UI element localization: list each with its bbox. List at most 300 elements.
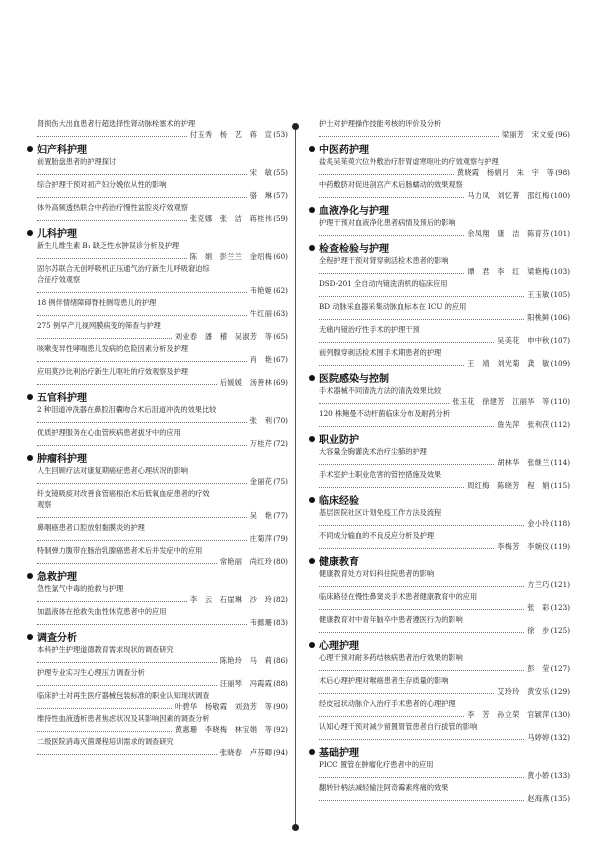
dot-leader [319,670,524,671]
toc-section [308,553,570,636]
toc-entry [308,782,570,804]
dot-leader [319,342,494,343]
entry-byline [308,419,570,430]
dot-leader [319,197,464,198]
entry-byline [26,724,288,735]
entry-authors: 方兰巧 [527,580,550,589]
dot-leader [319,464,494,465]
entry-authors: 王玉敏 [527,290,550,299]
entry-byline [308,335,570,346]
toc-entry [26,156,288,178]
entry-authors: 金小玲 [527,519,550,528]
toc-section [26,141,288,224]
entry-byline [26,438,288,449]
entry-authors: 王 靖 刘光菊 龚 敏 [467,359,550,368]
toc-entry [308,591,570,613]
toc-entry [26,179,288,201]
entry-page-number: (57) [273,191,288,200]
dot-leader [37,563,217,564]
dot-leader [319,273,464,274]
entry-byline [308,358,570,369]
entry-byline [26,556,288,567]
section-heading [26,389,288,404]
dot-leader [319,525,524,526]
entry-title: 护理专业实习生心理压力调查分析 [37,668,145,677]
toc-entry [26,667,288,689]
entry-byline [26,308,288,319]
entry-title: 翻转针柄法减轻输注阿奇霉素疼痛的效果 [319,783,449,792]
dot-leader [37,292,247,293]
dot-leader [37,601,187,602]
entry-page-number: (70) [273,416,288,425]
entry-title: 本科护生护理道德教育需求现状的调查研究 [37,645,174,654]
entry-authors: 金丽花 [249,477,273,486]
entry-page-number: (118) [550,519,570,528]
toc-entry [308,385,570,407]
entry-byline [308,663,570,674]
entry-page-number: (101) [550,229,570,238]
toc-entry [308,278,570,300]
entry-authors: 阳桃鲜 [527,313,550,322]
entry-page-number: (77) [273,511,288,520]
toc-entry [308,255,570,277]
dot-leader [319,716,464,717]
entry-byline [308,228,570,239]
entry-page-number: (106) [550,313,570,322]
entry-authors: 张克娜 张 洁 蒋桂伟 [189,214,273,223]
section-heading-text: 调查分析 [37,633,77,644]
bullet-icon [309,642,315,648]
dot-leader [319,426,494,427]
entry-page-number: (110) [550,397,570,406]
entry-title: 健康教育处方对妇科住院患者的影响 [319,569,435,578]
entry-title: 前置胎盘患者的护理探讨 [37,157,117,166]
entry-title: 前列腺穿刺活检术围手术期患者的护理 [319,348,442,357]
section-heading-text: 五官科护理 [37,393,87,404]
entry-title: 特制弹力腹带在肠治乳腺癌患者术后并发症中的应用 [37,546,203,555]
dot-leader [319,319,524,320]
toc-entry [308,301,570,323]
entry-byline [308,457,570,468]
dot-leader [37,220,187,221]
section-heading [308,370,570,385]
dot-leader [37,731,172,732]
entry-title: 大容量全胸灌洗术治疗尘肺的护理 [319,447,427,456]
toc-entry [308,347,570,369]
entry-title: 临床护士对再生医疗器械包装标准的职业认知现状调查 [37,691,210,700]
toc-entry [26,240,288,262]
entry-authors: 黄小娇 [527,771,550,780]
toc-section [308,637,570,743]
toc-entry [26,713,288,735]
dot-leader [319,632,524,633]
section-heading-text: 妇产科护理 [37,145,87,156]
bullet-icon [27,394,33,400]
toc-entry [308,217,570,239]
section-heading [308,492,570,507]
toc-section [308,141,570,201]
entry-byline [308,625,570,636]
entry-byline [308,518,570,529]
entry-title: 维持性血液透析患者焦虑状况及其影响因素的调查分析 [37,714,210,723]
section-heading-text: 医院感染与控制 [319,374,389,385]
entry-page-number: (75) [273,477,288,486]
entry-authors: 骆 琳 [249,191,273,200]
divider-bottom-dot [292,824,299,831]
entry-byline [26,331,288,342]
toc-entry [26,736,288,758]
entry-authors: 汪丽琴 冯霞霞 [219,679,273,688]
entry-byline [26,510,288,521]
entry-authors: 韦懿珊 [249,618,273,627]
entry-page-number: (69) [273,378,288,387]
entry-authors: 陈 娟 彭兰兰 金绍梅 [189,252,273,261]
dot-leader [37,136,187,137]
section-heading-text: 中医药护理 [319,145,369,156]
dot-leader [37,517,247,518]
entry-authors: 詹先萍 张利茯 [497,420,550,429]
entry-byline [26,251,288,262]
toc-entry [308,179,570,201]
entry-page-number: (127) [550,664,570,673]
bullet-icon [27,455,33,461]
toc-entry [308,568,570,590]
entry-page-number: (72) [273,439,288,448]
entry-authors: 梁丽芳 宋文爱 [501,130,555,139]
bullet-icon [27,146,33,152]
dot-leader [37,445,247,446]
entry-authors: 马力凤 刘忆菁 邵红梅 [467,191,550,200]
toc-entry [308,721,570,743]
toc-entry [26,263,288,296]
section-heading [308,202,570,217]
entry-title: 健康教育对中青年脑卒中患者遵医行为的影响 [319,615,463,624]
entry-authors: 叶碧华 杨敬霞 刘劲芳 等 [174,702,273,711]
entry-title: 认知心理干预对减少留置胃管患者自行拔管的影响 [319,722,478,731]
entry-title: BD 动脉采血器采集动脉血标本在 ICU 的应用 [319,302,467,311]
toc-entry [308,469,570,491]
dot-leader [37,197,247,198]
dot-leader [37,315,247,316]
toc-entry [26,320,288,342]
entry-title: PICC 置管在肿瘤化疗患者中的应用 [319,760,434,769]
entry-byline [308,129,570,140]
entry-title: 新生儿维生素 B₁ 缺乏性水肿误诊分析及护理 [37,241,180,250]
dot-leader [319,174,454,175]
entry-page-number: (129) [550,687,570,696]
bullet-icon [27,230,33,236]
toc-entry [26,545,288,567]
dot-leader [319,136,499,137]
entry-byline [26,190,288,201]
toc-entry [308,156,570,178]
toc-right-column [308,118,570,805]
entry-byline [308,602,570,613]
bullet-icon [309,375,315,381]
entry-page-number: (79) [273,534,288,543]
entry-byline [26,354,288,365]
dot-leader [319,800,524,801]
section-heading-text: 肿瘤科护理 [37,454,87,465]
dot-leader [37,174,247,175]
dot-leader [37,384,217,385]
entry-title: 120 株鲍曼不动杆菌临床分布及耐药分析 [319,409,451,418]
entry-authors: 胡林华 张继兰 [497,458,550,467]
bullet-icon [309,497,315,503]
entry-page-number: (132) [550,733,570,742]
toc-section [26,450,288,567]
entry-title: 鼻咽癌患者口腔放射黏膜炎的护理 [37,523,145,532]
dot-leader [37,361,247,362]
entry-page-number: (82) [273,595,288,604]
dot-leader [37,685,217,686]
dot-leader [319,586,524,587]
bullet-icon [27,573,33,579]
entry-page-number: (109) [550,359,570,368]
entry-title: 手术器械不同清洗方法的清洗效果比较 [319,386,442,395]
toc-entry [26,606,288,628]
entry-byline [26,377,288,388]
toc-entry [308,614,570,636]
section-heading-text: 心理护理 [319,641,359,652]
dot-leader [319,487,464,488]
entry-authors: 彭 莹 [527,664,550,673]
entry-title: 综合护理干预对初产妇分娩依从性的影响 [37,180,167,189]
entry-byline [26,747,288,758]
section-heading-text: 检查检验与护理 [319,244,389,255]
entry-title: DSD-201 全自动内镜洗消机的临床应用 [319,279,448,288]
toc-entry [26,465,288,487]
section-heading [26,629,288,644]
entry-page-number: (92) [273,725,288,734]
entry-page-number: (121) [550,580,570,589]
entry-authors: 李 云 石崖琳 沙 玲 [189,595,273,604]
entry-authors: 吴美花 申中秋 [497,336,550,345]
entry-title: 固尔苏联合无创呼吸机正压通气治疗新生儿呼吸窘迫综 [37,264,210,273]
entry-page-number: (133) [550,771,570,780]
toc-section [26,568,288,628]
entry-title: 经皮冠状动脉介入治疗手术患者的心理护理 [319,699,456,708]
entry-title: 肾损伤大出血患者行超选择性肾动脉栓塞术的护理 [37,119,196,128]
entry-authors: 周红梅 陈晓芳 程 娟 [467,481,550,490]
entry-byline [26,701,288,712]
toc-entry [26,644,288,666]
toc-entry [26,488,288,521]
entry-authors: 万桂芹 [249,439,273,448]
entry-byline [26,129,288,140]
entry-byline [308,480,570,491]
entry-page-number: (105) [550,290,570,299]
section-heading [308,240,570,255]
entry-page-number: (125) [550,626,570,635]
entry-authors: 李 芳 孙立荣 官颖萍 [467,710,550,719]
entry-page-number: (94) [273,748,288,757]
entry-authors: 张玉花 徐建芳 江丽华 等 [452,397,550,406]
toc-left-column [26,118,288,759]
toc-entry [26,522,288,544]
entry-title: 应用莫沙比利治疗新生儿呕吐的疗效观察及护理 [37,367,188,376]
entry-byline [26,533,288,544]
entry-title: 体外高频透热联合中药治疗慢性盆腔炎疗效观察 [37,203,188,212]
toc-entry [26,366,288,388]
section-heading [26,450,288,465]
toc-section [26,225,288,388]
entry-authors: 后媛媛 汤善林 [219,378,273,387]
dot-leader [319,777,524,778]
divider-top-dot [292,123,299,130]
entry-byline [308,289,570,300]
entry-title-continued: 合征疗效观察 [37,275,81,284]
entry-authors: 庄菊萍 [249,534,273,543]
toc-entry [308,675,570,697]
entry-byline [308,579,570,590]
entry-title: 275 例早产儿视网膜病变的筛查与护理 [37,321,161,330]
entry-page-number: (119) [550,542,570,551]
entry-byline [26,655,288,666]
entry-byline [26,678,288,689]
entry-title: 人生回顾疗法对康复期癌症患者心理状况的影响 [37,466,188,475]
entry-authors: 付玉秀 杨 艺 蒋 宣 [189,130,273,139]
entry-title: 18 例伴情绪障碍脊柱侧弯患儿的护理 [37,298,157,307]
entry-title: 不同成分输血的不良反应分析及护理 [319,531,435,540]
entry-page-number: (83) [273,618,288,627]
entry-page-number: (115) [550,481,570,490]
dot-leader [319,365,464,366]
dot-leader [37,540,247,541]
section-heading [308,141,570,156]
toc-entry [308,507,570,529]
entry-byline [308,686,570,697]
section-heading-text: 职业防护 [319,435,359,446]
entry-authors: 宋 敏 [249,168,273,177]
entry-authors: 马婷婷 [527,733,550,742]
entry-byline [308,541,570,552]
entry-page-number: (88) [273,679,288,688]
entry-byline [26,415,288,426]
dot-leader [319,403,449,404]
entry-page-number: (55) [273,168,288,177]
bullet-icon [309,749,315,755]
toc-entry [308,698,570,720]
toc-entry [308,118,570,140]
entry-page-number: (86) [273,656,288,665]
entry-title: 盐炙吴茱萸穴位外敷治疗肝胃虚寒呕吐的疗效观察与护理 [319,157,499,166]
entry-page-number: (53) [273,130,288,139]
entry-page-number: (114) [550,458,570,467]
entry-title: 二级医院消毒灭菌课程培训需求的调查研究 [37,737,174,746]
entry-byline [26,167,288,178]
section-heading [26,568,288,583]
dot-leader [37,754,217,755]
entry-title: 护理干预对血液净化患者病情及预后的影响 [319,218,456,227]
entry-page-number: (59) [273,214,288,223]
entry-byline [308,770,570,781]
entry-page-number: (65) [273,332,288,341]
entry-page-number: (98) [555,168,570,177]
entry-title: 护士对护理操作技能考核的评价及分析 [319,119,442,128]
toc-entry [26,427,288,449]
toc-entry [26,118,288,140]
entry-title: 手术室护士职业危害的管控措施及效果 [319,470,442,479]
entry-authors: 肖 艳 [249,355,273,364]
toc-entry [308,530,570,552]
section-heading [308,553,570,568]
entry-byline [26,476,288,487]
section-heading-text: 血液净化与护理 [319,206,389,217]
entry-byline [26,594,288,605]
entry-byline [308,732,570,743]
entry-page-number: (80) [273,557,288,566]
entry-authors: 张 彩 [527,603,550,612]
toc-section [308,492,570,552]
entry-authors: 张 利 [249,416,273,425]
toc-entry [308,324,570,346]
toc-section [308,240,570,369]
bullet-icon [27,634,33,640]
entry-authors: 韦艳姬 [249,286,273,295]
entry-page-number: (123) [550,603,570,612]
bullet-icon [309,245,315,251]
entry-byline [26,285,288,296]
entry-authors: 张晓春 卢芬卿 [219,748,273,757]
dot-leader [37,708,172,709]
entry-page-number: (107) [550,336,570,345]
entry-authors: 吴 艳 [249,511,273,520]
dot-leader [319,609,524,610]
dot-leader [319,548,494,549]
toc-entry [308,759,570,781]
entry-authors: 赵海燕 [527,794,550,803]
entry-authors: 黄晓霞 杨娟月 朱 宇 等 [456,168,555,177]
section-heading-text: 急救护理 [37,572,77,583]
entry-title-continued: 观察 [37,500,52,509]
entry-title: 2 种泪道冲洗器在鼻腔泪囊吻合术后泪道冲洗的效果比较 [37,405,217,414]
entry-title: 咳嗽变异性哮喘患儿发病的危险因素分析及护理 [37,344,188,353]
section-heading [308,637,570,652]
entry-title: 基层医院社区计划免疫工作方法及流程 [319,508,442,517]
entry-byline [308,396,570,407]
toc-section [26,629,288,758]
toc-entry [308,408,570,430]
dot-leader [319,235,464,236]
toc-entry [26,297,288,319]
entry-title: 无痛内镜治疗性手术的护理干预 [319,325,420,334]
entry-byline [308,312,570,323]
entry-title: 全程护理干预对肾穿刺活检术患者的影响 [319,256,449,265]
toc-section [308,744,570,804]
entry-page-number: (112) [550,420,570,429]
entry-title: 急性氯气中毒的抢救与护理 [37,584,124,593]
dot-leader [37,422,247,423]
entry-byline [308,709,570,720]
entry-page-number: (96) [555,130,570,139]
dot-leader [319,739,524,740]
section-heading-text: 健康教育 [319,557,359,568]
entry-page-number: (100) [550,191,570,200]
toc-section [308,202,570,239]
entry-title: 中药敷脐对促进剖宫产术后肠蠕动的效果观察 [319,180,463,189]
entry-authors: 徐 步 [527,626,550,635]
entry-authors: 刘业春 潘 稽 吴淑芳 等 [174,332,273,341]
dot-leader [37,483,247,484]
entry-authors: 常艳丽 尚红玲 [219,557,273,566]
section-heading [308,744,570,759]
entry-byline [308,190,570,201]
toc-entry [26,343,288,365]
section-heading-text: 儿科护理 [37,229,77,240]
entry-page-number: (90) [273,702,288,711]
toc-section [308,370,570,430]
